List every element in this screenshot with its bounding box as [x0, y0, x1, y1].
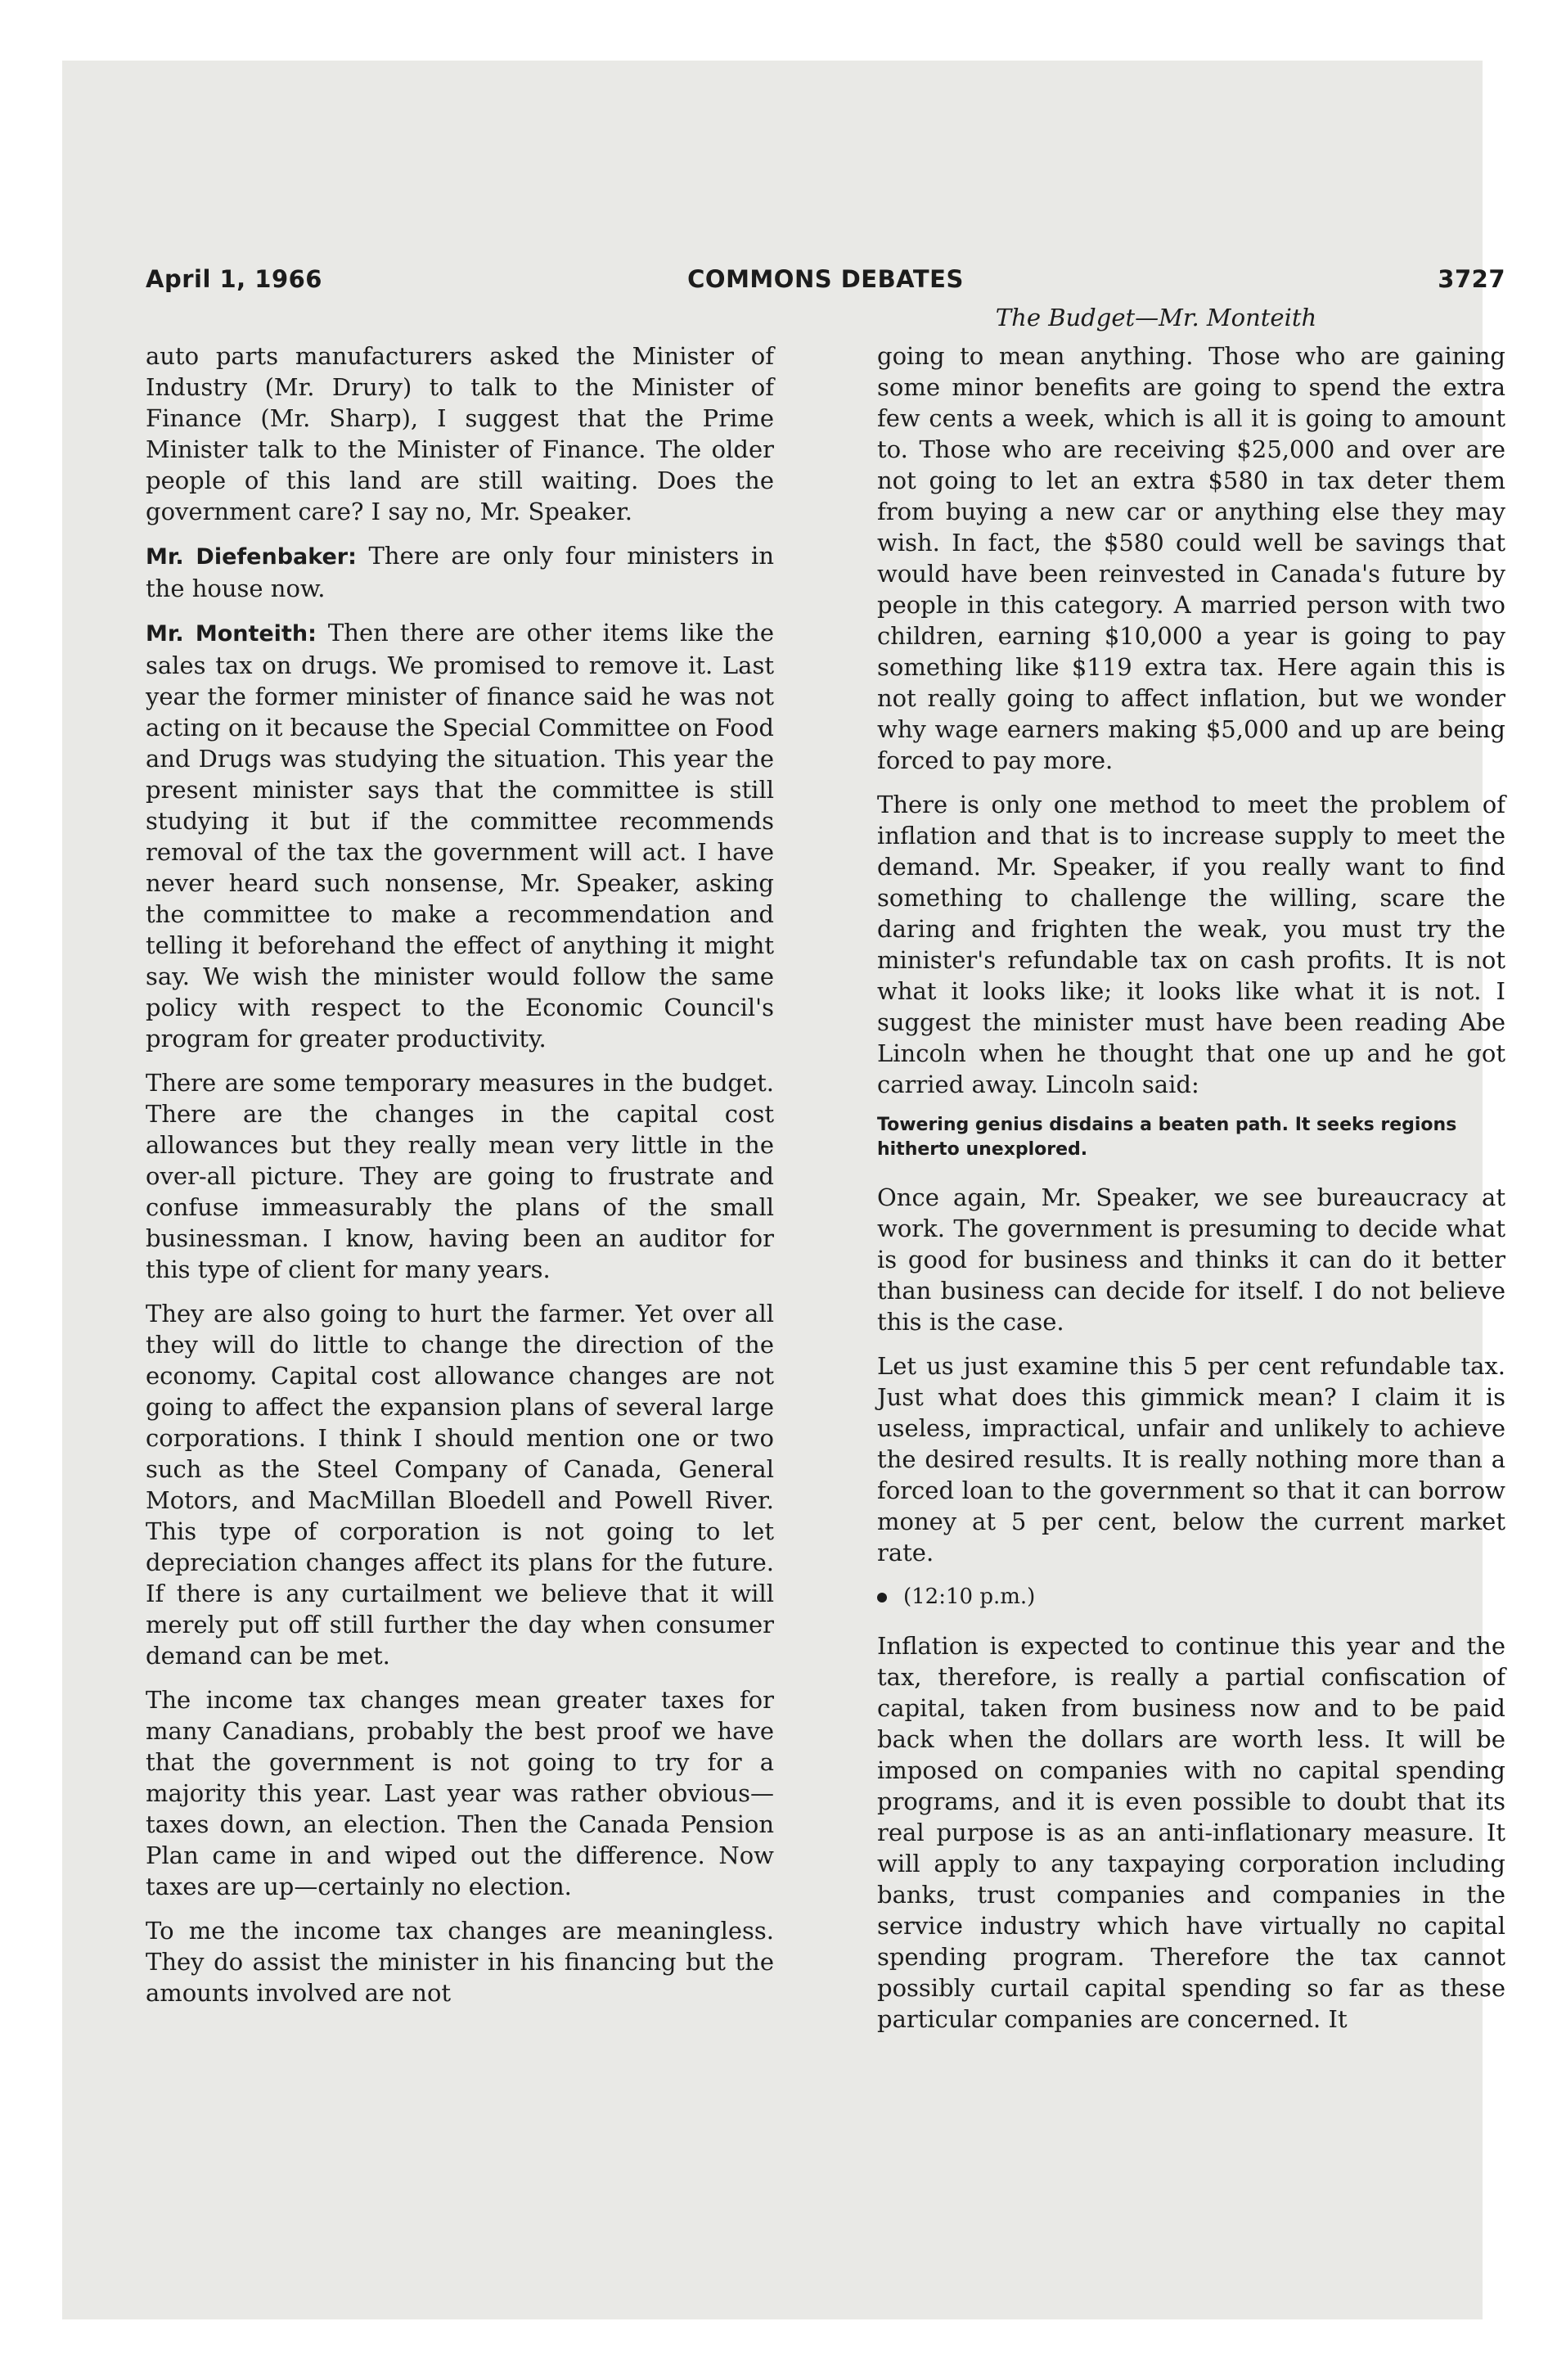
speaker-name: Mr. Diefenbaker: [146, 544, 357, 570]
scanned-page-background [62, 61, 1505, 2319]
paragraph: Inflation is expected to continue this year and the tax, therefore, is really a partial confiscation of capital, taken from business now and to be paid back when the dollars are worth less. It will be imposed on companies with no capital spending programs, and it is even possible to doubt that its real purpose is as an anti-inflationary measure. It will apply to any taxpaying corporation including banks, trust companies and companies in the service industry which have virtually no capital spending program. Therefore the tax cannot possibly curtail capital spending so far as these particular companies are concerned. It [877, 1632, 1505, 2033]
paragraph: To me the income tax changes are meaningless. They do assist the minister in his financing but the amounts involved are not [146, 1917, 774, 2007]
header-publication: COMMONS DEBATES [687, 265, 964, 293]
speech-text: There are only four ministers in the house now. [146, 542, 774, 602]
header-date: April 1, 1966 [146, 265, 322, 293]
paragraph: Once again, Mr. Speaker, we see bureaucracy at work. The government is presuming to decide what is good for business and thinks it can do it better than business can decide for itself. I do not believe this is the case. [877, 1183, 1505, 1336]
speaker-name: Mr. Monteith: [146, 621, 317, 647]
paragraph: The income tax changes mean greater taxes for many Canadians, probably the best proof we have that the government is not going to try for a majority this year. Last year was rather obvious—taxes down, an election. Then the Canada Pension Plan came in and wiped out the difference. Now taxes are up—certainly no election. [146, 1686, 774, 1900]
paragraph: There are some temporary measures in the budget. There are the changes in the capital cost allowances but they really mean very little in the over-all picture. They are going to frustrate and confuse immeasurably the plans of the small businessman. I know, having been an auditor for this type of client for many years. [146, 1069, 774, 1283]
paragraph: They are also going to hurt the farmer. Yet over all they will do little to change the direction of the economy. Capital cost allowance changes are not going to affect the expansion plans of several large corporations. I think I should mention one or two such as the Steel Company of Canada, General Motors, and MacMillan Bloedell and Powell River. This type of corporation is not going to let depreciation changes affect its plans for the future. If there is any curtailment we believe that it will merely put off still further the day when consumer demand can be met. [146, 1300, 774, 1670]
block-quote: Towering genius disdains a beaten path. It seeks regions hitherto unexplored. [877, 1115, 1457, 1160]
paragraph [146, 540, 774, 604]
paragraph: auto parts manufacturers asked the Minister of Industry (Mr. Drury) to talk to the Minister of Finance (Mr. Sharp), I suggest that the Prime Minister talk to the Minister of Finance. The older people of this land are still waiting. Does the government care? I say no, Mr. Speaker. [146, 342, 774, 525]
time-stamp [877, 1581, 1505, 1612]
paragraph: There is only one method to meet the problem of inflation and that is to increase supply to meet the demand. Mr. Speaker, if you really want to find something to challenge the willing, scare the daring and frighten the weak, you must try the minister's refundable tax on cash profits. It is not what it looks like; it looks like what it is not. I suggest the minister must have been reading Abe Lincoln when he thought that one up and he got carried away. Lincoln said: [877, 791, 1505, 1098]
bullet-icon [877, 1593, 887, 1602]
paragraph [146, 617, 774, 1054]
time-text: (12:10 p.m.) [903, 1584, 1036, 1609]
speech-text: Then there are other items like the sales tax on drugs. We promised to remove it. Last year the former minister of finance said he was not acting on it because the Special Committee on Food and Drugs was studying the situation. This year the present minister says that the committee is still studying it but if the committee recommends removal of the tax the government will act. I have never heard such nonsense, Mr. Speaker, asking the committee to make a recommendation and telling it beforehand the effect of anything it might say. We wish the minister would follow the same policy with respect to the Economic Council's program for greater productivity. [146, 619, 774, 1053]
left-column [146, 340, 774, 2022]
right-column [877, 340, 1505, 2048]
header-page-number: 3727 [1438, 265, 1505, 293]
page-header [146, 265, 1505, 298]
document-page [146, 265, 1505, 2336]
paragraph: going to mean anything. Those who are gaining some minor benefits are going to spend the extra few cents a week, which is all it is going to amount to. Those who are receiving $25,000 and over are not going to let an extra $580 in tax deter them from buying a new car or anything else they may wish. In fact, the $580 could well be savings that would have been reinvested in Canada's future by people in this category. A married person with two children, earning $10,000 a year is going to pay something like $119 extra tax. Here again this is not really going to affect inflation, but we wonder why wage earners making $5,000 and up are being forced to pay more. [877, 342, 1505, 774]
running-subheader: The Budget—Mr. Monteith [995, 304, 1317, 331]
paragraph: Let us just examine this 5 per cent refundable tax. Just what does this gimmick mean? I claim it is useless, impractical, unfair and unlikely to achieve the desired results. It is really nothing more than a forced loan to the government so that it can borrow money at 5 per cent, below the current market rate. [877, 1352, 1505, 1566]
